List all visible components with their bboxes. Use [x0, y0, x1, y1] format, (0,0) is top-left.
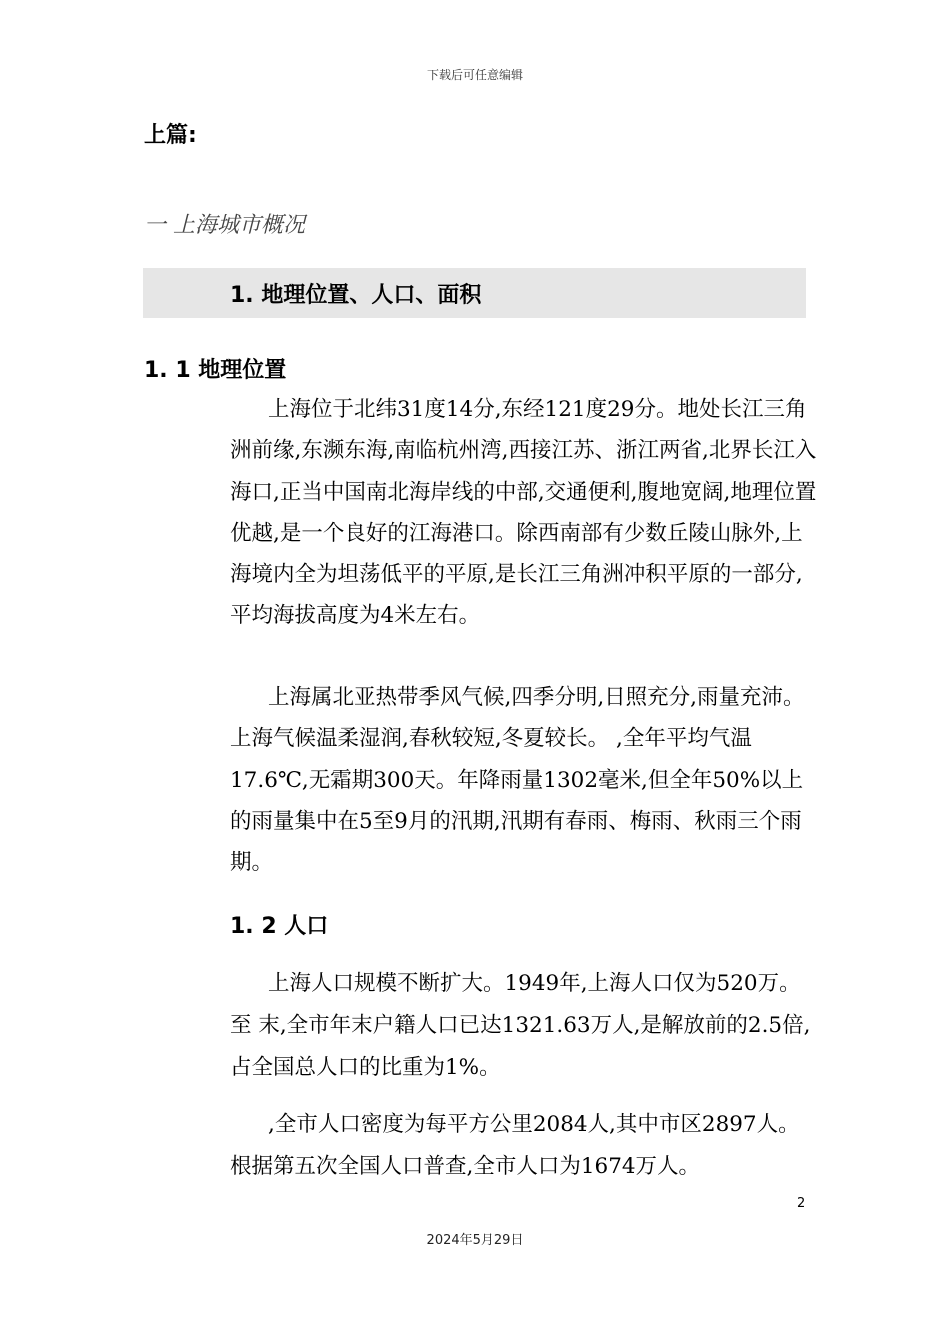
section-title: 一 上海城市概况: [144, 213, 305, 238]
paragraph-geography-location: 上海位于北纬31度14分,东经121度29分。地处长江三角洲前缘,东濒东海,南临杭州湾,西接江苏、浙江两省,北界长江入海口,正当中国南北海岸线的中部,交通便利,腹地宽阔,地理位置优越,是一个良好的江海港口。除西南部有少数丘陵山脉外,上海境内全为坦荡低平的平原,是长江三角洲冲积平原的一部分,平均海拔高度为4米左右。: [230, 397, 817, 629]
page-number: 2: [797, 1196, 806, 1211]
subsection-heading-population: 1. 2 人口: [230, 914, 329, 939]
paragraph-population-growth: 上海人口规模不断扩大。1949年,上海人口仅为520万。至 末,全市年末户籍人口已达1321.63万人,是解放前的2.5倍,占全国总人口的比重为1%。: [230, 971, 811, 1080]
chapter-title: 1. 地理位置、人口、面积: [230, 283, 482, 308]
paragraph-population-density: ,全市人口密度为每平方公里2084人,其中市区2897人。根据第五次全国人口普查,全市人口为1674万人。: [230, 1112, 800, 1179]
part-title: 上篇:: [144, 123, 197, 148]
header-note: 下载后可任意编辑: [426, 68, 523, 82]
footer-date: 2024年5月29日: [426, 1233, 524, 1248]
paragraph-geography-climate: 上海属北亚热带季风气候,四季分明,日照充分,雨量充沛。上海气候温柔湿润,春秋较短,冬夏较长。 ,全年平均气温17.6℃,无霜期300天。年降雨量1302毫米,但全年50%以上的雨量集中在5至9月的汛期,汛期有春雨、梅雨、秋雨三个雨期。: [230, 685, 805, 876]
subsection-heading-geography: 1. 1 地理位置: [144, 358, 287, 383]
